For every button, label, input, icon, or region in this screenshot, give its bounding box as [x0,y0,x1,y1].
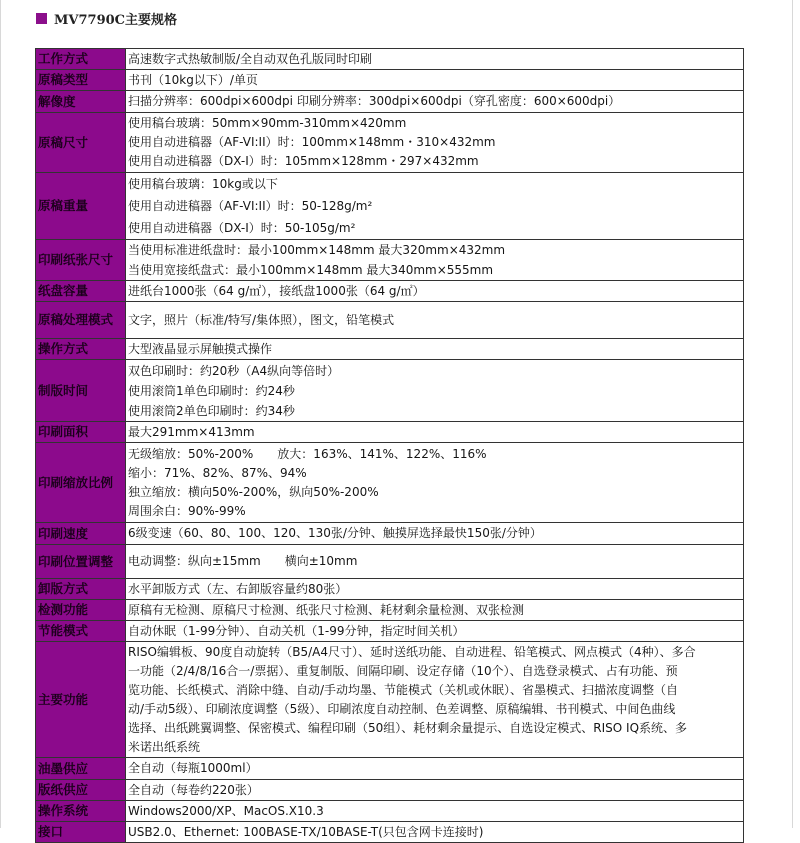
spec-value [126,302,744,339]
spec-value [126,422,744,443]
spec-row [36,70,744,91]
spec-row [36,173,744,240]
spec-value-line: 最大291mm×413mm [128,424,255,439]
spec-key: 主要功能 [36,642,126,758]
spec-key: 原稿重量 [36,173,126,240]
spec-value [126,642,744,758]
spec-value-line: 当使用宽接纸盘式：最小100mm×148mm 最大340mm×555mm [128,263,494,277]
spec-value [126,545,744,579]
spec-value [126,780,744,801]
spec-value-line: 高速数字式热敏制版/全自动双色孔版同时印刷 [128,51,373,66]
spec-value-line: 文字，照片（标准/特写/集体照），图文，铅笔模式 [128,313,395,327]
spec-value-line: 使用滚筒1单色印刷时：约24秒 [128,383,295,398]
spec-key: 纸盘容量 [36,281,126,302]
spec-value-line: 扫描分辨率：600dpi×600dpi 印刷分辨率：300dpi×600dpi（穿孔密度：600×600dpi） [128,94,621,108]
spec-key: 节能模式 [36,621,126,642]
spec-row [36,91,744,113]
spec-table [35,48,744,843]
spec-key: 工作方式 [36,49,126,70]
spec-value-line: Windows2000/XP、MacOS.X10.3 [128,803,324,818]
spec-value-line: 使用稿台玻璃：50mm×90mm-310mm×420mm [128,116,407,130]
spec-row [36,443,744,523]
spec-value-line: 电动调整：纵向±15mm 横向±10mm [128,554,358,568]
spec-value-line: 全自动（每卷约220张） [128,782,259,797]
spec-key: 制版时间 [36,360,126,422]
spec-value [126,600,744,621]
spec-value-line: 书刊（10kg以下）/单页 [128,72,258,87]
spec-value [126,281,744,302]
spec-row [36,545,744,579]
spec-key: 操作方式 [36,339,126,360]
spec-row [36,339,744,360]
spec-key: 印刷速度 [36,523,126,545]
spec-value [126,523,744,545]
spec-value [126,621,744,642]
spec-row [36,621,744,642]
square-bullet-icon [36,13,47,24]
spec-key: 原稿处理模式 [36,302,126,339]
page-right-rule [792,0,793,828]
spec-value-line: 使用自动进稿器（AF-VI:II）时：100mm×148mm・310×432mm [128,135,496,149]
spec-value-line: 使用自动进稿器（DX-I）时：50-105g/m² [128,221,356,235]
spec-key: 油墨供应 [36,758,126,780]
spec-row [36,422,744,443]
spec-row [36,49,744,70]
spec-value-line: 选择、出纸跳翼调整、保密模式、编程印刷（50组）、耗材剩余量提示、自选设定模式、RISO IQ系统、多 [128,720,688,735]
spec-value-line: 一功能（2/4/8/16合一/票据）、重复制版、间隔印刷、设定存储（10个）、自选登录模式、占有功能、预 [128,663,678,678]
spec-row [36,780,744,801]
spec-row [36,240,744,281]
spec-value [126,443,744,523]
spec-key: 卸版方式 [36,579,126,600]
spec-value [126,91,744,113]
spec-row [36,600,744,621]
spec-row [36,302,744,339]
spec-value [126,70,744,91]
spec-value-line: 缩小：71%、82%、87%、94% [128,465,307,480]
spec-key: 印刷面积 [36,422,126,443]
spec-value-line: 周围余白：90%-99% [128,503,246,518]
spec-key: 版纸供应 [36,780,126,801]
spec-value [126,173,744,240]
spec-key: 检测功能 [36,600,126,621]
spec-key: 印刷缩放比例 [36,443,126,523]
spec-value-line: 自动休眠（1-99分钟）、自动关机（1-99分钟，指定时间关机） [128,623,465,638]
spec-value [126,360,744,422]
spec-value-line: RISO编辑板、90度自动旋转（B5/A4尺寸）、延时送纸功能、自动进程、铅笔模式、网点模式（4种）、多合 [128,644,696,659]
spec-row [36,523,744,545]
spec-value-line: 使用滚筒2单色印刷时：约34秒 [128,403,295,418]
spec-value-line: 动/手动5级）、印刷浓度调整（5级）、印刷浓度自动控制、色差调整、原稿编辑、书刊模式、中间色曲线 [128,701,676,716]
spec-key: 解像度 [36,91,126,113]
spec-key: 接口 [36,822,126,843]
spec-value [126,579,744,600]
spec-value [126,822,744,843]
spec-value-line: 使用自动进稿器（AF-VI:II）时：50-128g/m² [128,199,373,213]
spec-value-line: USB2.0、Ethernet: 100BASE-TX/10BASE-T(只包含网卡连接时) [128,824,484,839]
spec-row [36,281,744,302]
spec-value-line: 双色印刷时：约20秒（A4纵向等倍时） [128,363,340,378]
section-title: MV7790C主要规格 [54,12,178,28]
spec-row [36,822,744,843]
spec-value-line: 全自动（每瓶1000ml） [128,761,258,775]
spec-row [36,113,744,173]
spec-value [126,49,744,70]
spec-value-line: 览功能、长纸模式、消除中缝、自动/手动均墨、节能模式（关机或休眠）、省墨模式、扫描浓度调整（自 [128,682,679,697]
spec-value-line: 当使用标准进纸盘时：最小100mm×148mm 最大320mm×432mm [128,243,506,257]
spec-value [126,113,744,173]
page-left-rule [0,0,1,828]
spec-value-line: 6级变速（60、80、100、120、130张/分钟、触摸屏选择最快150张/分钟） [128,526,542,540]
spec-value-line: 独立缩放：横向50%-200%，纵向50%-200% [128,484,379,499]
spec-value-line: 使用自动进稿器（DX-I）时：105mm×128mm・297×432mm [128,154,479,168]
spec-value [126,801,744,822]
spec-value-line: 米诺出纸系统 [128,739,201,754]
spec-row [36,642,744,758]
spec-row [36,360,744,422]
spec-value-line: 原稿有无检测、原稿尺寸检测、纸张尺寸检测、耗材剩余量检测、双张检测 [128,602,525,617]
spec-key: 印刷位置调整 [36,545,126,579]
spec-value [126,240,744,281]
spec-value [126,339,744,360]
spec-key: 原稿类型 [36,70,126,91]
spec-row [36,801,744,822]
spec-value-line: 进纸台1000张（64 g/㎡），接纸盘1000张（64 g/㎡） [128,283,425,298]
spec-row [36,579,744,600]
spec-key: 印刷纸张尺寸 [36,240,126,281]
spec-key: 操作系统 [36,801,126,822]
spec-key: 原稿尺寸 [36,113,126,173]
section-heading [36,8,177,28]
spec-value [126,758,744,780]
spec-value-line: 大型液晶显示屏触摸式操作 [128,341,273,356]
spec-row [36,758,744,780]
spec-value-line: 水平卸版方式（左、右卸版容量约80张） [128,582,348,596]
spec-value-line: 无级缩放：50%-200% 放大：163%、141%、122%、116% [128,446,487,461]
spec-value-line: 使用稿台玻璃：10kg或以下 [128,177,278,191]
